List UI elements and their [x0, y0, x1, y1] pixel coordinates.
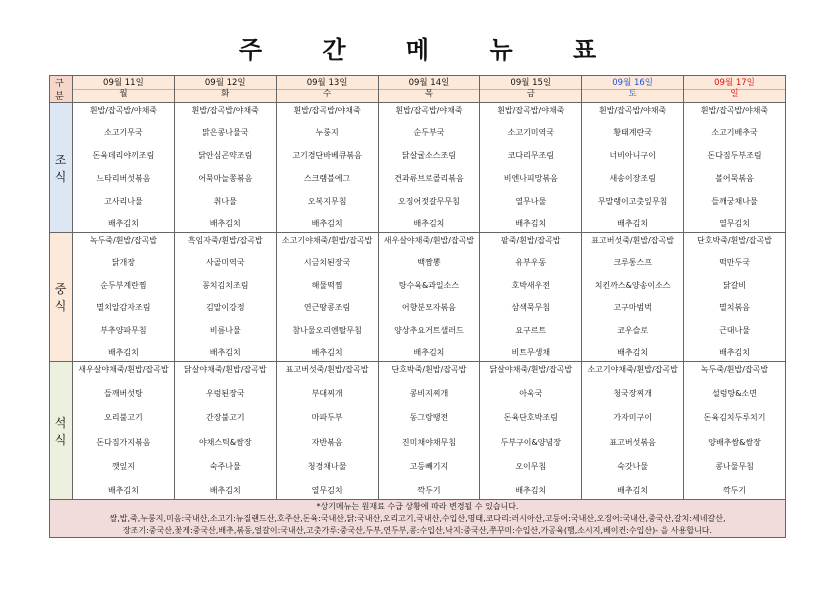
menu-item: 배추김치: [515, 486, 547, 496]
menu-item: 배추김치: [107, 219, 139, 229]
menu-item: 돈육단호박조림: [503, 413, 558, 423]
menu-cell: [480, 233, 582, 362]
menu-item: 흰밥/잡곡밥/야채죽: [599, 105, 667, 115]
menu-cell: [73, 362, 175, 500]
meal-label-lunch: 중식: [50, 233, 73, 362]
menu-item: 배추김치: [515, 219, 547, 229]
lunch-row: [50, 233, 786, 362]
menu-item: 배추김치: [107, 486, 139, 496]
menu-item-list: [582, 234, 683, 361]
menu-item-list: [480, 104, 581, 232]
menu-cell: [174, 103, 276, 233]
menu-item: 콩비지찌개: [409, 388, 449, 398]
menu-cell: [73, 233, 175, 362]
menu-item: 유부우동: [515, 258, 547, 268]
menu-item: 닭갈비: [722, 280, 747, 290]
menu-item: 흰밥/잡곡밥/야채죽: [497, 105, 565, 115]
menu-item: 아욱국: [519, 388, 543, 398]
menu-item: 어향분모자볶음: [401, 303, 456, 313]
menu-item: 오리불고기: [104, 413, 143, 423]
menu-item: 배추김치: [719, 348, 750, 358]
menu-cell: [684, 362, 786, 500]
menu-item-list: [277, 234, 378, 361]
menu-item: 코우슬로: [617, 325, 649, 335]
menu-item: 깍두기: [722, 486, 747, 496]
menu-item-list: [277, 104, 378, 232]
menu-item: 견과류브로콜리볶음: [394, 173, 464, 183]
menu-item: 팥죽/흰밥/잡곡밥: [501, 235, 561, 245]
dinner-row: [50, 362, 786, 500]
menu-item: 닭살야채죽/흰밥/잡곡밥: [489, 364, 573, 374]
menu-item: 닭개장: [111, 258, 136, 268]
menu-item: 배추김치: [209, 219, 241, 229]
menu-item: 양상추요거트샐러드: [394, 325, 464, 335]
menu-item: 시금치된장국: [303, 258, 351, 268]
menu-cell: [276, 362, 378, 500]
day-header-sunday: 09월 17일 일: [684, 76, 786, 103]
menu-item: 마파두부: [311, 413, 343, 423]
menu-cell: [582, 103, 684, 233]
menu-item: 사골미역국: [205, 258, 245, 268]
menu-item: 너비아니구이: [609, 151, 656, 161]
menu-item: 동그랑땡전: [409, 413, 449, 423]
menu-cell: [174, 233, 276, 362]
menu-item: 배추김치: [617, 348, 649, 358]
page-title: 주 간 메 뉴 표: [238, 36, 623, 64]
day-header: 09월 13일 수: [276, 76, 378, 103]
weekly-menu-table: [49, 75, 786, 538]
origin-notes: [50, 500, 786, 538]
menu-item: 배추김치: [209, 486, 241, 496]
menu-item: 부대찌개: [311, 388, 343, 398]
menu-item: 배추김치: [311, 219, 343, 229]
menu-change-notice: *상기메뉴는 원재료 수급 상황에 따라 변경될 수 있습니다.: [316, 501, 519, 511]
menu-item: 소고기무국: [104, 128, 143, 138]
menu-item: 간장불고기: [205, 413, 245, 423]
menu-item: 설렁탕&소면: [712, 388, 757, 398]
menu-item: 녹두죽/흰밥/잡곡밥: [89, 235, 158, 245]
menu-item: 단호박죽/흰밥/잡곡밥: [391, 364, 467, 374]
menu-item: 순두부계란찜: [100, 280, 147, 290]
menu-item: 열무김치: [311, 486, 343, 496]
menu-item: 호박새우전: [511, 280, 551, 290]
menu-item: 참나물오리엔탈무침: [292, 325, 362, 335]
menu-item: 흰밥/잡곡밥/야채죽: [191, 105, 259, 115]
menu-item: 흰밥/잡곡밥/야채죽: [293, 105, 361, 115]
menu-item: 표고버섯볶음: [609, 437, 656, 447]
menu-item: 맑은콩나물국: [202, 128, 249, 138]
menu-item: 해물떡찜: [311, 280, 343, 290]
meal-label-breakfast: 조식: [50, 103, 73, 233]
menu-item-list: [379, 104, 480, 232]
menu-item-list: [175, 234, 276, 361]
menu-item: 볼어묵볶음: [715, 173, 754, 183]
menu-cell: [480, 103, 582, 233]
menu-item: 느타리버섯볶음: [96, 173, 151, 183]
menu-item: 연근땅콩조림: [303, 303, 351, 313]
menu-item: 배추김치: [413, 219, 445, 229]
menu-item-list: [379, 363, 480, 499]
menu-item: 청국장찌개: [613, 388, 652, 398]
menu-item: 깻잎지: [111, 462, 136, 472]
menu-item: 순두부국: [413, 128, 445, 138]
origin-info-line-2: 장조기:중국산,꽃게:중국산,배추,볶동,얼갈이:국내산,고춧가루:중국산,두부,연두부,콩:수입산,낙지:중국산,쭈꾸미:수입산,가공육(햄,소시지,베이컨:수입산)- 을 사용합니다.: [122, 525, 713, 535]
menu-item: 숙주나물: [209, 462, 241, 472]
menu-item: 멸치볶음: [719, 303, 750, 313]
menu-item: 탕수육&과일소스: [398, 280, 460, 290]
menu-item: 닭살야채죽/흰밥/잡곡밥: [183, 364, 267, 374]
menu-item: 비엔나피망볶음: [503, 173, 558, 183]
menu-item: 떡만두국: [719, 258, 750, 268]
day-header: 09월 11일 월: [73, 76, 175, 103]
menu-item: 오복지무침: [307, 196, 347, 206]
menu-item: 들깨궁채나물: [711, 196, 758, 206]
menu-cell: [276, 233, 378, 362]
menu-item: 흑임자죽/흰밥/잡곡밥: [187, 235, 263, 245]
menu-item: 가자미구이: [613, 413, 652, 423]
menu-item: 멸치알감자조림: [96, 303, 151, 313]
menu-item: 김말이강정: [205, 303, 245, 313]
menu-item: 어묵마늘쫑볶음: [198, 173, 253, 183]
menu-item: 배추김치: [311, 348, 343, 358]
menu-item: 새우살야채죽/흰밥/잡곡밥: [383, 235, 475, 245]
menu-item: 열무나물: [515, 196, 547, 206]
menu-item: 돈다짐두부조림: [707, 151, 762, 161]
menu-cell: [684, 103, 786, 233]
menu-item: 소고기배추국: [711, 128, 758, 138]
menu-item: 표고버섯죽/흰밥/잡곡밥: [285, 364, 369, 374]
day-header-row: [50, 76, 786, 103]
menu-cell: [378, 103, 480, 233]
menu-item: 코다리무조림: [507, 151, 554, 161]
menu-item: 고기경단바베큐볶음: [292, 151, 362, 161]
menu-cell: [684, 233, 786, 362]
menu-item: 닭안심곤약조림: [198, 151, 253, 161]
menu-item: 흰밥/잡곡밥/야채죽: [89, 105, 158, 115]
day-header-saturday: 09월 16일 토: [582, 76, 684, 103]
menu-item: 닭살굴소스조림: [401, 151, 456, 161]
origin-info-line-1: 쌀,밥,죽,누룽지,미음:국내산,소고기:뉴질랜드산,호주산,돈육:국내산,닭:국내산,오리고기,국내산,수입산,명태,코다리:러시아산,고등어:국내산,오징어:국내산,중국산,갈치:세네갈산,: [109, 513, 726, 523]
menu-item: 배추김치: [107, 348, 139, 358]
menu-cell: [378, 233, 480, 362]
menu-item: 돈다짐가지볶음: [96, 437, 151, 447]
menu-item: 자반볶음: [311, 437, 343, 447]
menu-item: 소고기야채죽/흰밥/잡곡밥: [281, 235, 373, 245]
menu-item-list: [277, 363, 378, 499]
menu-item: 오이무침: [515, 462, 547, 472]
day-header: 09월 14일 목: [378, 76, 480, 103]
menu-item: 배추김치: [413, 348, 445, 358]
menu-item: 삼색묵무침: [511, 303, 551, 313]
day-header: 09월 12일 화: [174, 76, 276, 103]
menu-item: 꽁치김치조림: [202, 280, 249, 290]
menu-item-list: [684, 234, 785, 361]
menu-item: 비트무생채: [511, 348, 551, 358]
menu-item: 청경채나물: [307, 462, 347, 472]
menu-item: 고사리나물: [104, 196, 143, 206]
menu-item-list: [379, 234, 480, 361]
menu-cell: [582, 233, 684, 362]
menu-item: 우렁된장국: [205, 388, 245, 398]
menu-cell: [480, 362, 582, 500]
menu-item: 취나물: [213, 196, 237, 206]
menu-item: 치킨까스&양송이소스: [594, 280, 671, 290]
menu-item: 누룽지: [315, 128, 339, 138]
menu-item: 배추김치: [617, 219, 649, 229]
menu-item-list: [73, 234, 174, 361]
menu-cell: [276, 103, 378, 233]
category-header: 구 분: [50, 76, 73, 103]
menu-item: 부추양파무침: [100, 325, 147, 335]
menu-item: 단호박죽/흰밥/잡곡밥: [697, 235, 772, 245]
menu-item: 표고버섯죽/흰밥/잡곡밥: [591, 235, 674, 245]
menu-item: 돈육김치두루치기: [703, 413, 766, 423]
menu-item: 백짬뽕: [417, 258, 441, 268]
menu-item: 고구마범벅: [613, 303, 652, 313]
menu-item-list: [684, 104, 785, 232]
menu-item: 녹두죽/흰밥/잡곡밥: [700, 364, 769, 374]
menu-item: 황태계란국: [613, 128, 652, 138]
menu-item-list: [480, 234, 581, 361]
menu-item-list: [684, 363, 785, 499]
menu-item: 새우살야채죽/흰밥/잡곡밥: [78, 364, 169, 374]
menu-item: 흰밥/잡곡밥/야채죽: [395, 105, 463, 115]
menu-item: 배추김치: [209, 348, 241, 358]
menu-item: 무말랭이고춧잎무침: [597, 196, 668, 206]
menu-item: 야채스틱&쌈장: [198, 437, 252, 447]
menu-item: 스크램블에그: [303, 173, 351, 183]
breakfast-row: [50, 103, 786, 233]
menu-item: 소고기야채죽/흰밥/잡곡밥: [587, 364, 678, 374]
menu-item: 근대나물: [719, 325, 750, 335]
menu-item: 돈육데리야끼조림: [92, 151, 155, 161]
menu-item-list: [175, 363, 276, 499]
menu-item: 소고기미역국: [507, 128, 554, 138]
menu-cell: [174, 362, 276, 500]
menu-item-list: [582, 104, 683, 232]
menu-cell: [378, 362, 480, 500]
menu-item: 들깨버섯탕: [104, 388, 143, 398]
menu-item: 요구르트: [515, 325, 547, 335]
menu-cell: [73, 103, 175, 233]
day-header: 09월 15일 금: [480, 76, 582, 103]
menu-item: 열무김치: [719, 219, 750, 229]
menu-item: 양배추쌈&쌈장: [708, 437, 761, 447]
menu-item: 콩나물무침: [715, 462, 754, 472]
menu-item-list: [480, 363, 581, 499]
menu-item-list: [582, 363, 683, 499]
menu-item-list: [73, 363, 174, 499]
menu-item: 크루통스프: [613, 258, 652, 268]
menu-item: 배추김치: [617, 486, 649, 496]
menu-item: 오징어젓갈무무침: [398, 196, 460, 206]
menu-cell: [582, 362, 684, 500]
menu-item: 깍두기: [417, 486, 441, 496]
menu-item: 흰밥/잡곡밥/야채죽: [700, 105, 769, 115]
menu-item: 숙갓나물: [617, 462, 649, 472]
menu-item: 비름나물: [209, 325, 241, 335]
menu-item: 고등빼기지: [409, 462, 449, 472]
menu-item: 두부구이&양념장: [500, 437, 561, 447]
menu-item-list: [175, 104, 276, 232]
meal-label-dinner: 석식: [50, 362, 73, 500]
menu-item: 진미채야채무침: [401, 437, 456, 447]
menu-item-list: [73, 104, 174, 232]
menu-item: 새송이장조림: [609, 173, 656, 183]
